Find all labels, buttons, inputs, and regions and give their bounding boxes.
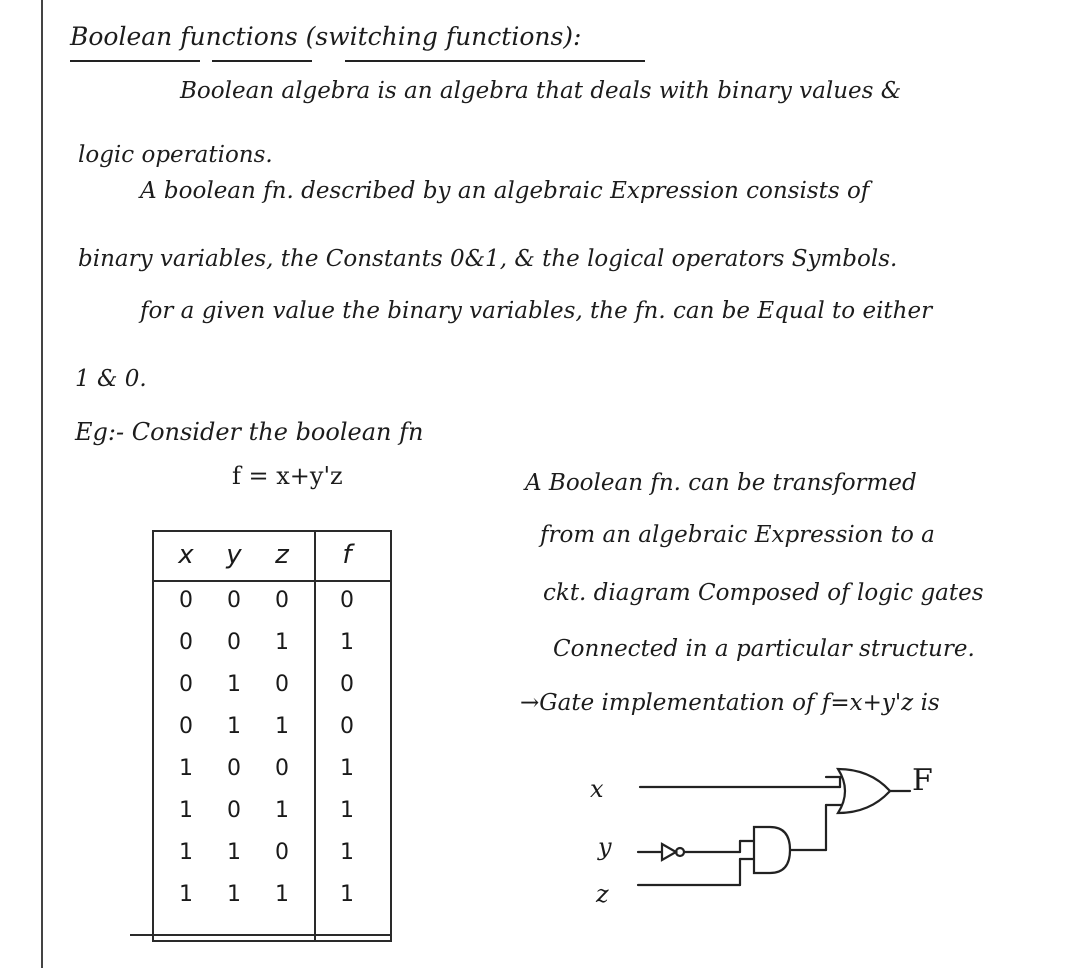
truth-table-cell: 1: [275, 798, 289, 823]
truth-table-cell: 1: [227, 714, 241, 739]
truth-table-cell: 0: [179, 630, 193, 655]
para1-line2: logic operations.: [78, 142, 273, 168]
truth-table-cell: 1: [179, 840, 193, 865]
para1-line1: Boolean algebra is an algebra that deals with binary values &: [180, 78, 902, 104]
truth-table-cell: 0: [227, 798, 241, 823]
truth-table-bottom-rule: [130, 934, 390, 936]
truth-table-cell: 0: [340, 672, 354, 697]
truth-table-cell: 0: [275, 672, 289, 697]
truth-table: [152, 530, 390, 940]
truth-table-header-divider: [152, 580, 390, 582]
truth-table-cell: 1: [275, 630, 289, 655]
note-line1: A Boolean fn. can be transformed: [525, 470, 917, 496]
circuit-diagram: [590, 755, 950, 915]
not-gate: [662, 844, 676, 860]
truth-table-cell: 1: [227, 672, 241, 697]
input-x-label: x: [590, 775, 604, 803]
truth-table-cell: 1: [275, 714, 289, 739]
truth-table-cell: 0: [179, 672, 193, 697]
input-z-label: z: [596, 880, 609, 908]
para2-line1: A boolean fn. described by an algebraic Expression consists of: [140, 178, 870, 204]
truth-table-cell: 0: [227, 756, 241, 781]
para2-line3: for a given value the binary variables, the fn. can be Equal to either: [140, 298, 933, 324]
note-line3: ckt. diagram Composed of logic gates: [543, 580, 984, 606]
truth-table-header-y: y: [226, 540, 242, 570]
truth-table-cell: 1: [340, 756, 354, 781]
or-gate: [838, 769, 890, 813]
truth-table-cell: 0: [275, 840, 289, 865]
truth-table-header-z: z: [275, 540, 289, 570]
note-line4: Connected in a particular structure.: [553, 636, 975, 662]
truth-table-cell: 1: [275, 882, 289, 907]
truth-table-cell: 0: [179, 588, 193, 613]
note-line5: →Gate implementation of f=x+y'z is: [520, 690, 940, 716]
margin-line: [41, 0, 43, 968]
truth-table-cell: 0: [179, 714, 193, 739]
truth-table-header-f: f: [342, 540, 352, 570]
truth-table-header-x: x: [178, 540, 194, 570]
note-line2: from an algebraic Expression to a: [540, 522, 935, 548]
example-label: Eg:- Consider the boolean fn: [75, 418, 424, 446]
truth-table-cell: 1: [340, 630, 354, 655]
output-f-label: F: [912, 763, 933, 798]
truth-table-cell: 0: [340, 714, 354, 739]
para2-line4: 1 & 0.: [75, 366, 147, 392]
truth-table-cell: 0: [340, 588, 354, 613]
para2-line2: binary variables, the Constants 0&1, & the logical operators Symbols.: [78, 246, 898, 272]
truth-table-output-divider: [314, 530, 316, 940]
title-underline: [345, 60, 645, 62]
example-equation: f = x+y'z: [232, 462, 343, 490]
truth-table-cell: 1: [227, 840, 241, 865]
truth-table-cell: 1: [227, 882, 241, 907]
truth-table-cell: 0: [275, 588, 289, 613]
input-y-label: y: [598, 833, 612, 861]
truth-table-cell: 1: [340, 798, 354, 823]
truth-table-cell: 1: [179, 882, 193, 907]
truth-table-cell: 1: [179, 756, 193, 781]
truth-table-cell: 0: [227, 588, 241, 613]
truth-table-cell: 1: [340, 840, 354, 865]
truth-table-cell: 1: [340, 882, 354, 907]
title-underline: [70, 60, 200, 62]
and-gate: [754, 827, 790, 873]
truth-table-cell: 0: [275, 756, 289, 781]
title-underline: [212, 60, 312, 62]
truth-table-cell: 0: [227, 630, 241, 655]
truth-table-cell: 1: [179, 798, 193, 823]
page-title: Boolean functions (switching functions):: [70, 22, 582, 51]
